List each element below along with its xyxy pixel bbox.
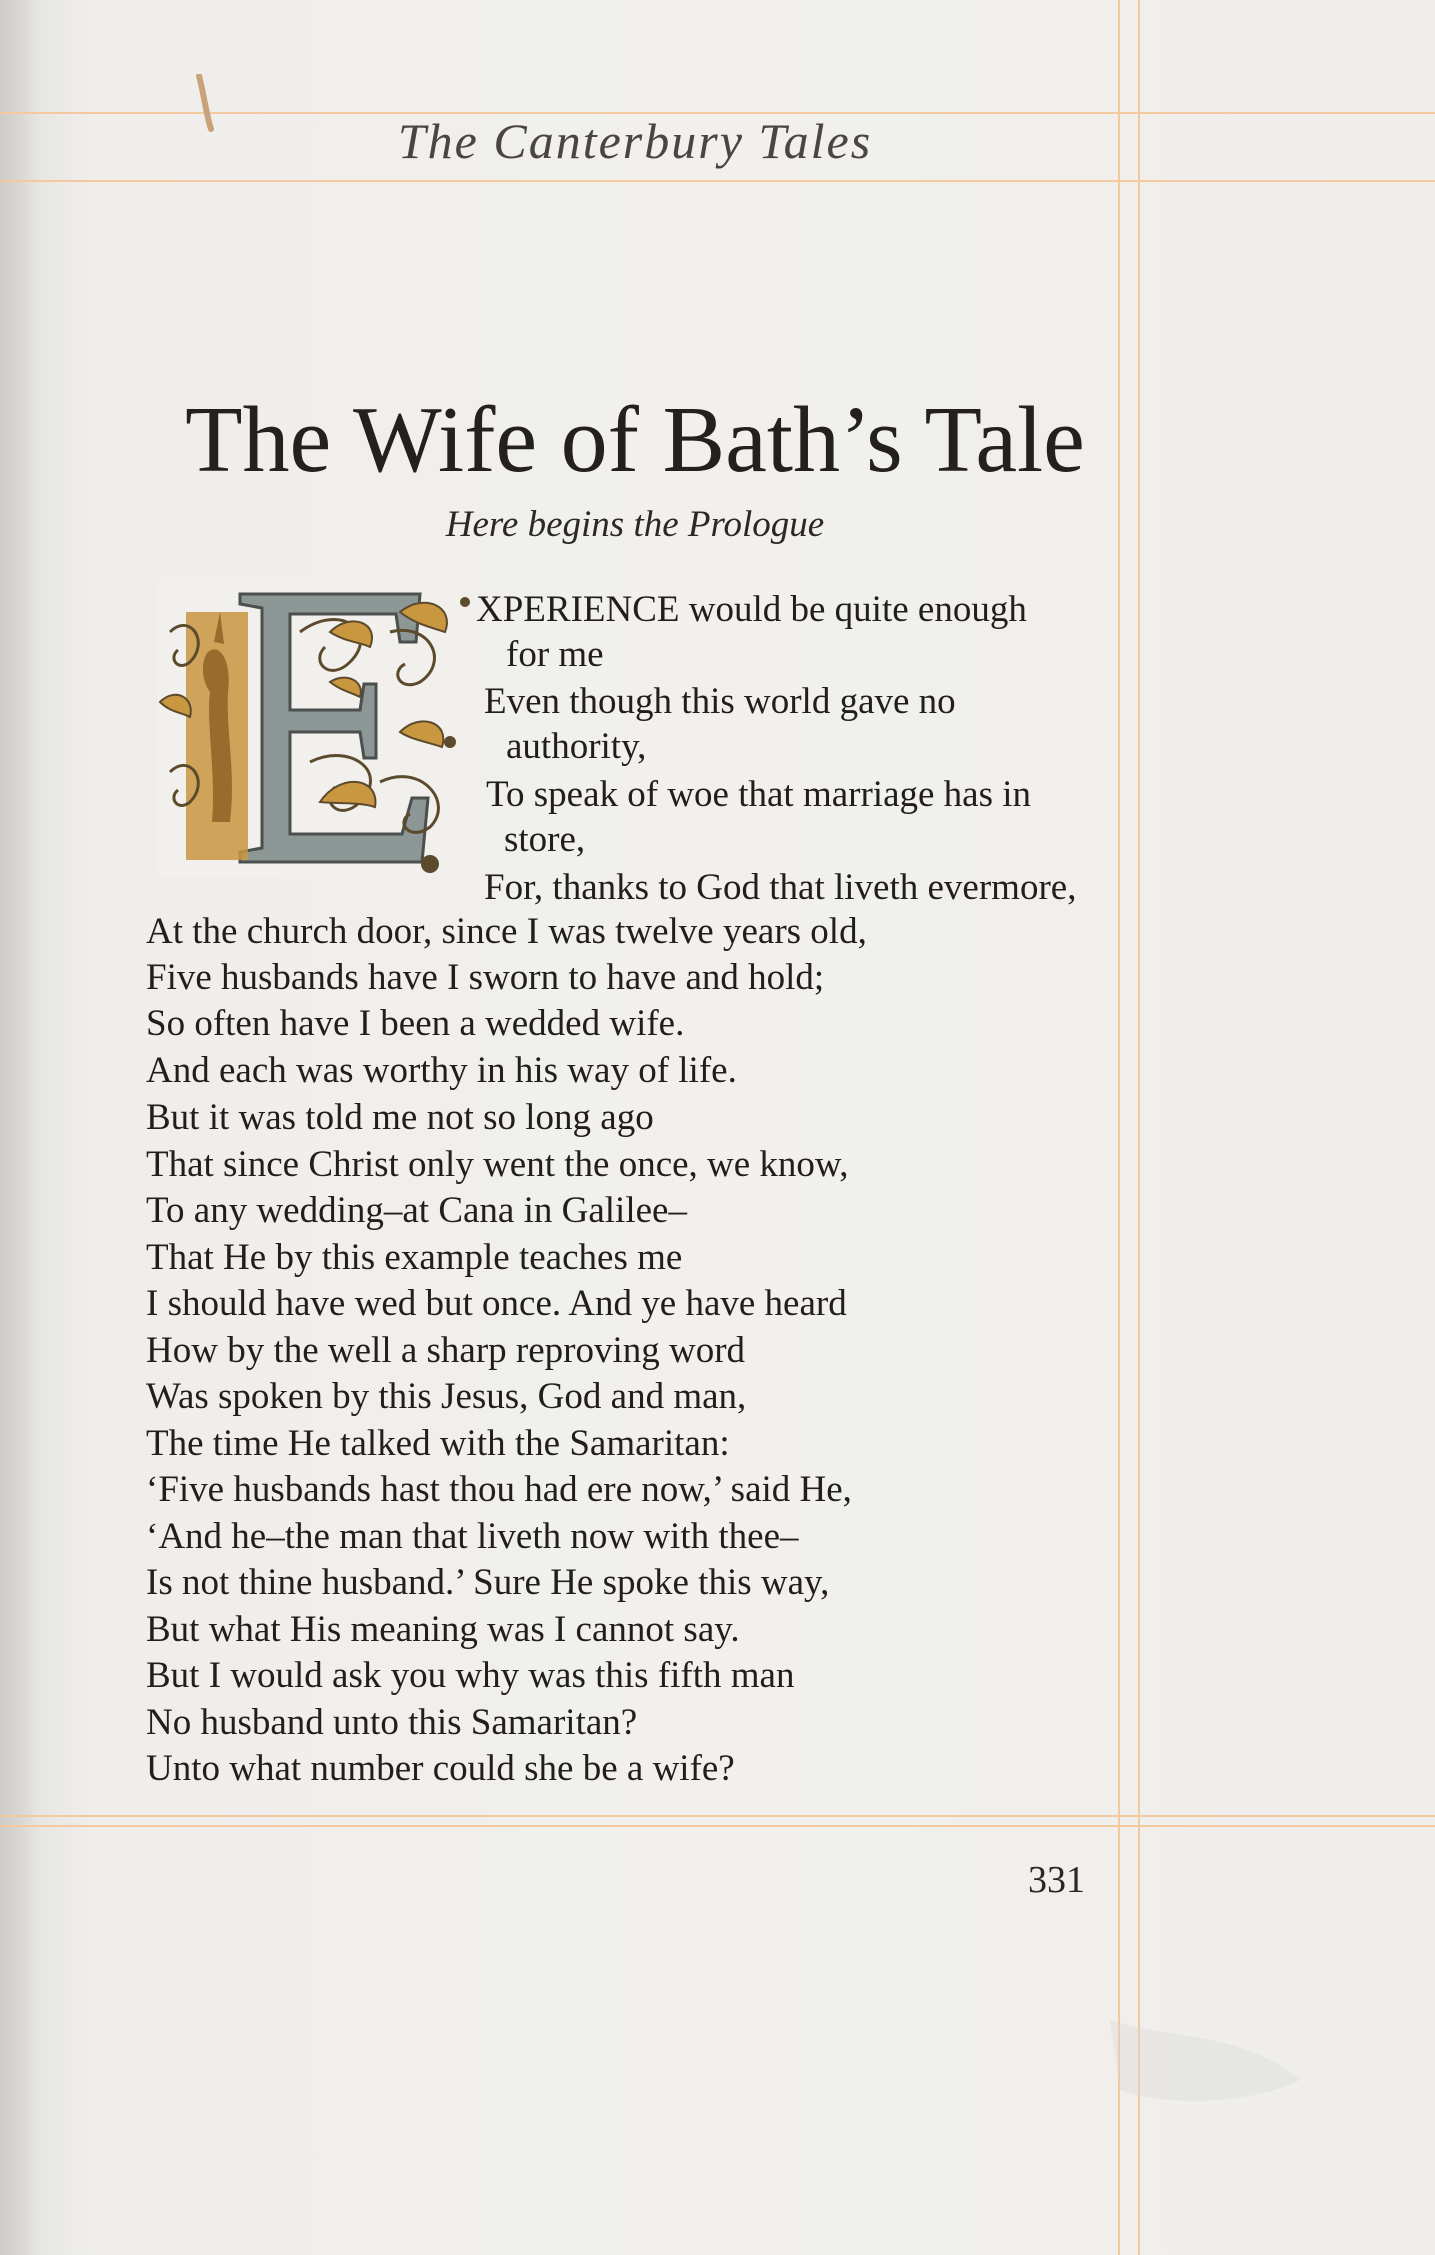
poem-line: To speak of woe that marriage has in [486, 774, 1032, 815]
running-head: The Canterbury Tales [397, 113, 873, 169]
poem-line: And each was worthy in his way of life. [146, 1050, 737, 1091]
show-through-smudge [1080, 2000, 1330, 2120]
rule-right [1118, 0, 1120, 2255]
poem-line: authority, [506, 726, 647, 767]
poem-line: XPERIENCE would be quite enough [476, 589, 1027, 630]
poem-line: For, thanks to God that liveth evermore, [484, 867, 1077, 908]
poem-line: store, [504, 819, 586, 860]
poem-line: for me [506, 634, 604, 675]
poem-line: That since Christ only went the once, we know, [146, 1144, 849, 1185]
chapter-title: The Wife of Bath’s Tale [185, 388, 1085, 492]
poem-line: I should have wed but once. And ye have heard [146, 1283, 847, 1324]
poem-line: The time He talked with the Samaritan: [146, 1423, 730, 1464]
rule-bottom-2 [0, 1825, 1435, 1827]
poem-line: To any wedding–at Cana in Galilee– [146, 1190, 687, 1231]
poem-line: But it was told me not so long ago [146, 1097, 654, 1138]
illuminated-initial [150, 572, 472, 882]
page-number: 331 [1028, 1859, 1085, 1901]
poem-line: Was spoken by this Jesus, God and man, [146, 1376, 747, 1417]
poem-line: Five husbands have I sworn to have and hold; [146, 957, 825, 998]
poem-line: Even though this world gave no [484, 681, 956, 722]
poem-line: That He by this example teaches me [146, 1237, 683, 1278]
poem-line: So often have I been a wedded wife. [146, 1003, 685, 1044]
poem-line: But I would ask you why was this fifth man [146, 1655, 795, 1696]
poem-line: ‘Five husbands hast thou had ere now,’ said He, [146, 1469, 852, 1510]
subtitle: Here begins the Prologue [445, 504, 825, 545]
poem-line: Unto what number could she be a wife? [146, 1748, 735, 1789]
rule-bottom [0, 1815, 1435, 1817]
poem-line: No husband unto this Samaritan? [146, 1702, 638, 1743]
poem-line: But what His meaning was I cannot say. [146, 1609, 740, 1650]
poem-line: At the church door, since I was twelve years old, [146, 911, 867, 952]
poem-line: How by the well a sharp reproving word [146, 1330, 746, 1371]
rule-right-2 [1138, 0, 1140, 2255]
rule-head [0, 180, 1435, 182]
gutter-shadow [0, 0, 40, 2255]
poem-line: ‘And he–the man that liveth now with thee– [146, 1516, 799, 1557]
poem-line: Is not thine husband.’ Sure He spoke this way, [146, 1562, 830, 1603]
